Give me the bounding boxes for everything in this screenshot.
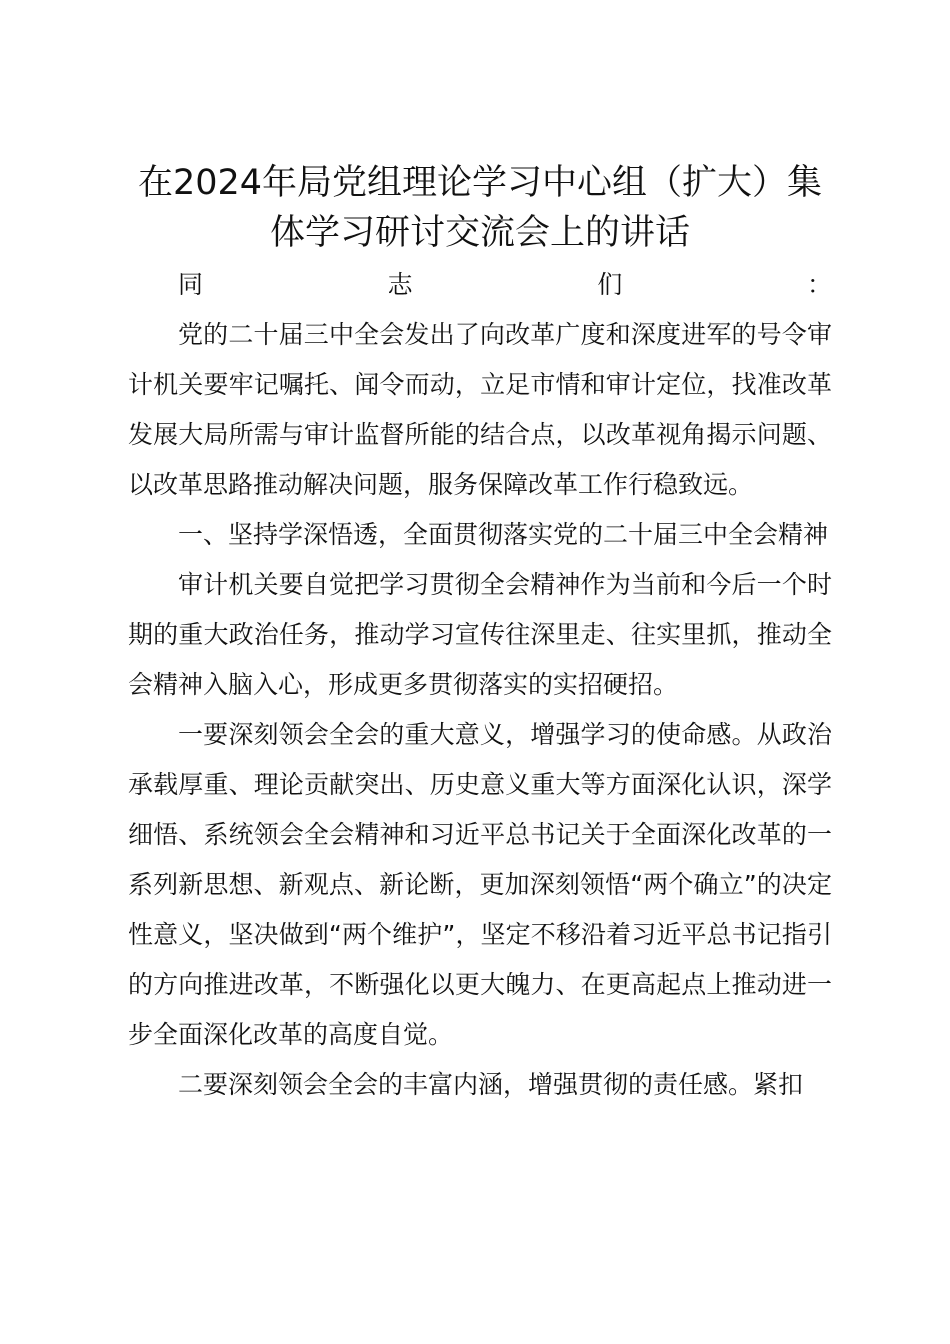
salutation-text: 同志们： bbox=[178, 270, 832, 299]
paragraph-section-1-intro: 审计机关要自觉把学习贯彻全会精神作为当前和今后一个时期的重大政治任务，推动学习宣传往深里走、往实里抓，推动全会精神入脑入心，形成更多贯彻落实的实招硬招。 bbox=[128, 570, 832, 699]
section-heading-1: 一、坚持学深悟透，全面贯彻落实党的二十届三中全会精神 bbox=[178, 520, 829, 549]
document-title: 在2024年局党组理论学习中心组（扩大）集体学习研讨交流会上的讲话 bbox=[137, 163, 823, 253]
paragraph-intro: 党的二十届三中全会发出了向改革广度和深度进军的号令审计机关要牢记嘱托、闻令而动，立足市情和审计定位，找准改革发展大局所需与审计监督所能的结合点，以改革视角揭示问题、以改革思路推动解决问题，服务保障改革工作行稳致远。 bbox=[128, 320, 832, 499]
paragraph-point-1: 一要深刻领会全会的重大意义，增强学习的使命感。从政治承载厚重、理论贡献突出、历史意义重大等方面深化认识，深学细悟、系统领会全会精神和习近平总书记关于全面深化改革的一系列新思想、新观点、新论断，更加深刻领悟“两个确立”的决定性意义，坚决做到“两个维护”，坚定不移沿着习近平总书记指引的方向推进改革，不断强化以更大魄力、在更高起点上推动进一步全面深化改革的高度自觉。 bbox=[128, 720, 832, 1049]
paragraph-point-2: 二要深刻领会全会的丰富内涵，增强贯彻的责任感。紧扣 bbox=[178, 1070, 804, 1099]
document-page bbox=[128, 158, 832, 1110]
salutation bbox=[128, 260, 832, 310]
